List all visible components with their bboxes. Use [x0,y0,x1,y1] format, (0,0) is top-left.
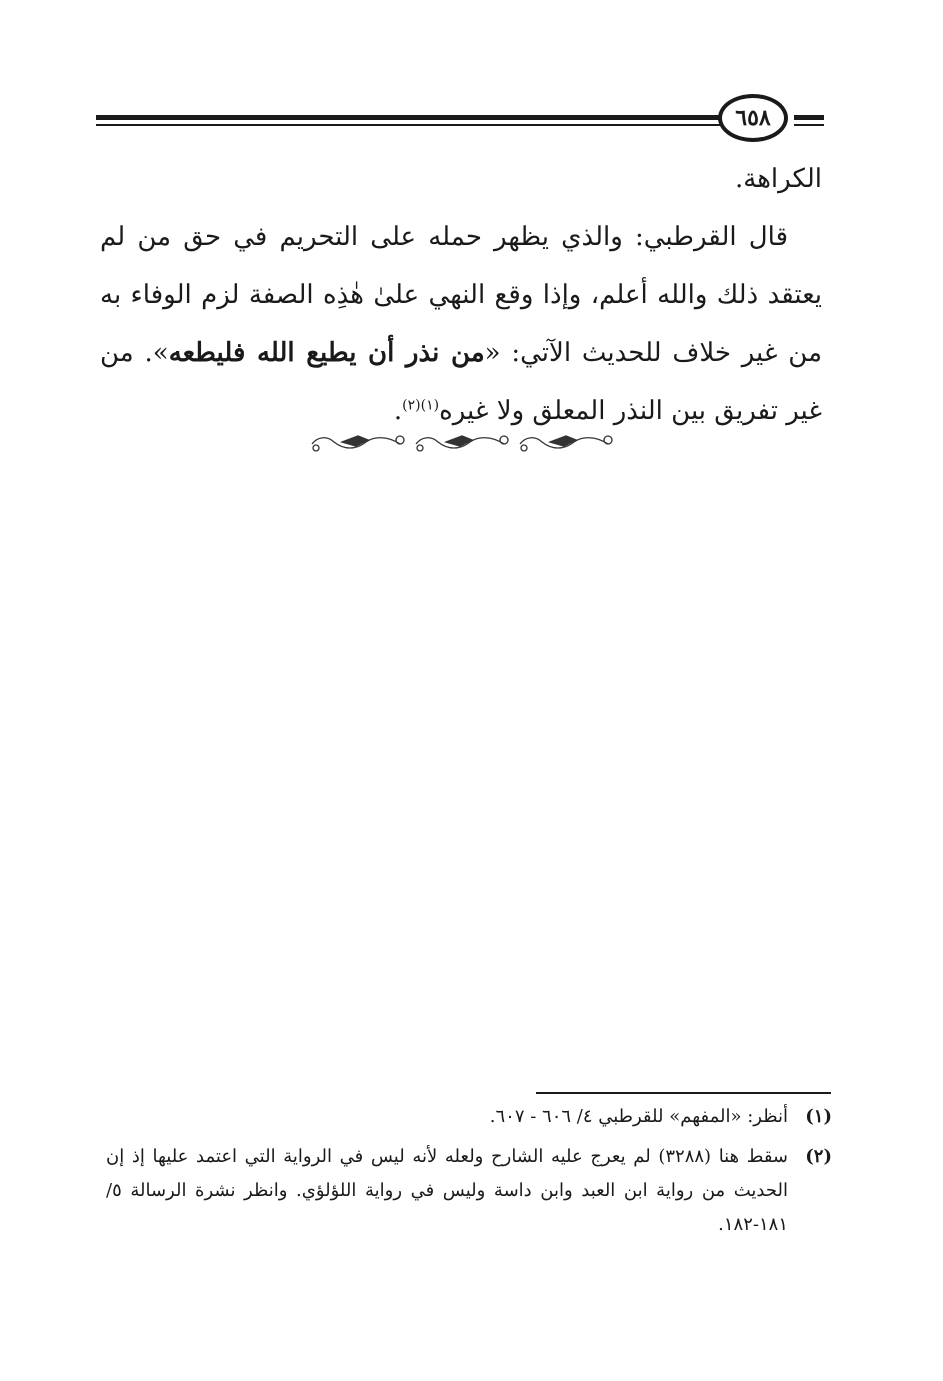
footnote-number: (١) [805,1106,832,1127]
paragraph-2-intro: قال القرطبي: والذي يظهر حمله على التحريم في حق من لم يعتقد ذلك والله أعلم، وإذا وقع النهي علىٰ هٰذِه الصفة لزم الوفاء به من غير خلاف للحديث الآتي: « [100,222,822,368]
header-rule-thin [96,124,736,126]
hadith-quote: من نذر أن يطيع الله فليطعه [168,338,485,368]
footnotes [106,1100,832,1248]
footnote-1 [106,1100,832,1134]
footnote-text: أنظر: «المفهم» للقرطبي ٤/ ٦٠٦ - ٦٠٧. [489,1106,788,1127]
section-divider-ornament [308,428,618,458]
page-header [96,88,824,148]
paragraph-2-end: . [393,396,403,426]
footnote-refs: (١)(٢) [402,397,440,414]
footnote-number: (٢) [805,1146,832,1167]
page-number: ٦٥٨ [718,94,788,142]
header-rule-right-thin [794,124,824,126]
footnote-separator [536,1092,831,1094]
paragraph-2-rest: ». من غير تفريق بين النذر المعلق ولا غيره [100,338,822,426]
paragraph-2 [100,208,822,440]
paragraph-1: الكراهة. [735,164,822,194]
main-text [100,150,822,440]
footnote-text: سقط هنا (٣٢٨٨) لم يعرج عليه الشارح ولعله لأنه ليس في الرواية التي اعتمد عليها إذ إن الحديث من رواية ابن العبد وابن داسة وليس في رواية اللؤلؤي. وانظر نشرة الرسالة ٥/ ١٨١-١٨٢. [106,1146,789,1235]
header-rule-thick [96,115,736,120]
header-rule-right-thick [794,115,824,120]
footnote-2 [106,1140,832,1242]
